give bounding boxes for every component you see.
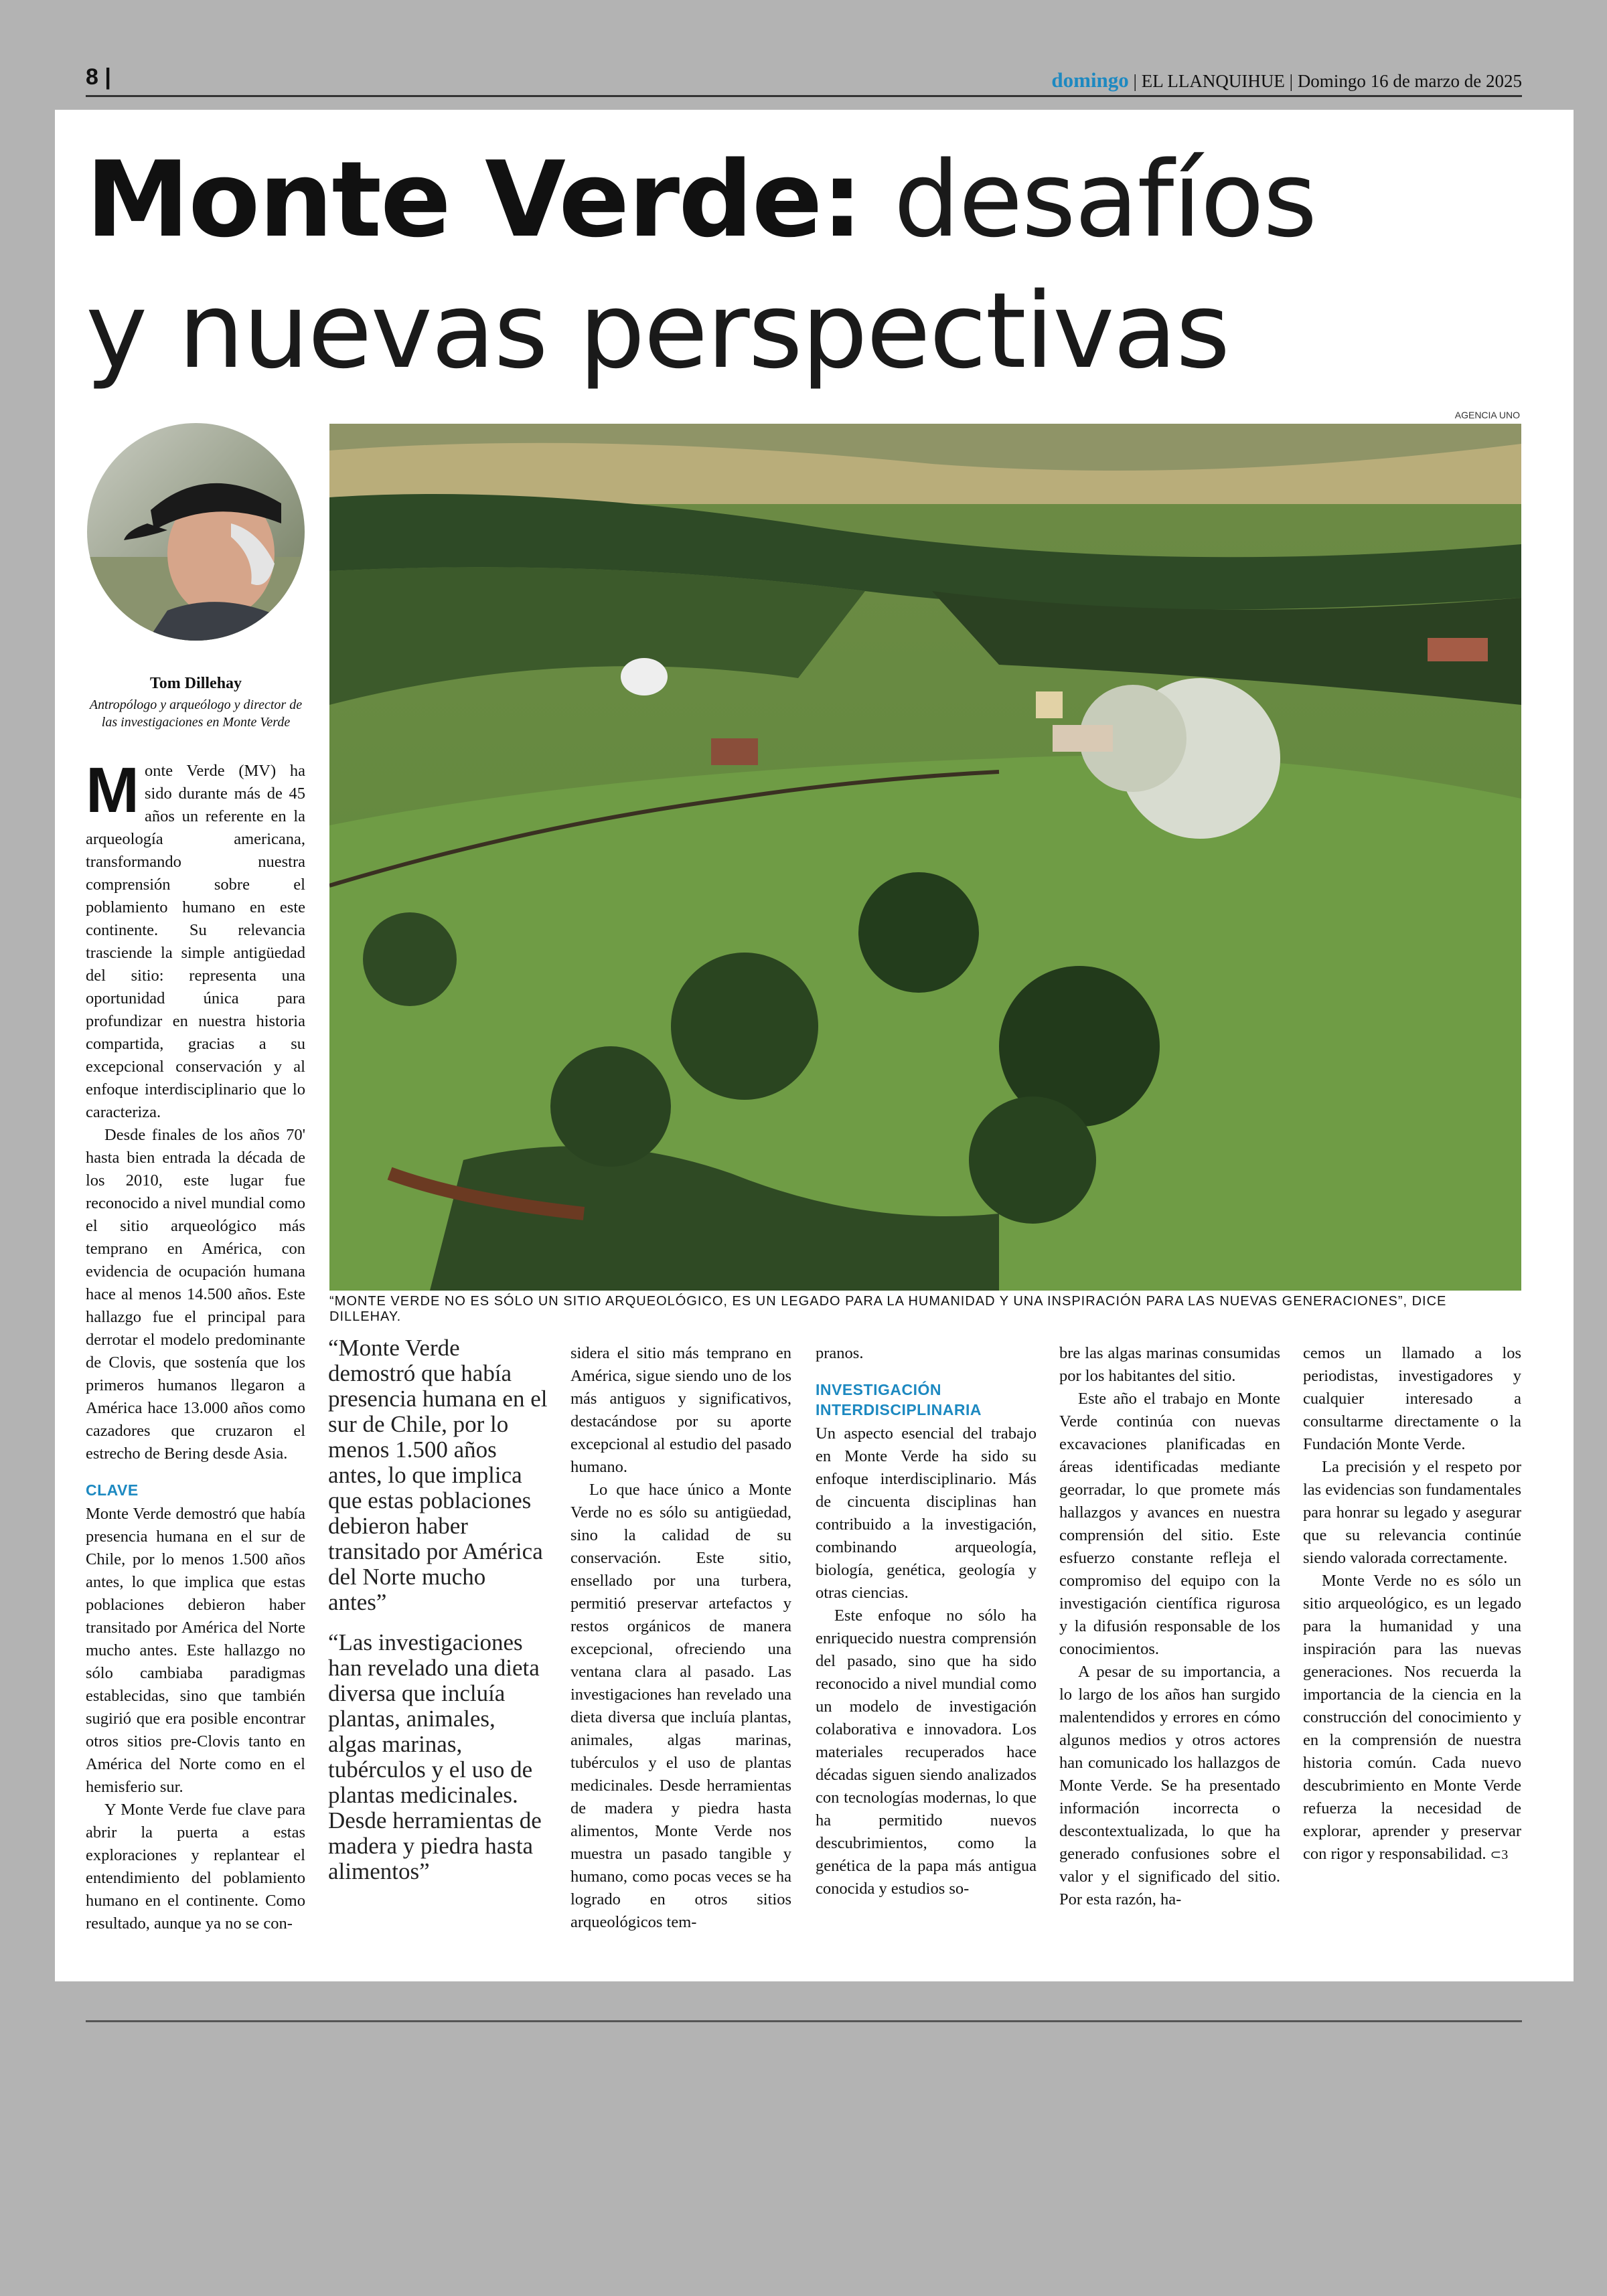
drop-cap: M [86, 754, 139, 826]
bottom-rule [86, 2020, 1522, 2022]
paragraph: Un aspecto esencial del trabajo en Monte Verde ha sido su enfoque interdisciplinario. Más de cincuenta disciplinas han contribuido a la investigación, combinando arqueología, biología, genética, geología y otras ciencias. [816, 1424, 1037, 1602]
end-mark-icon: ⊂3 [1490, 1848, 1509, 1862]
aerial-photo-monte-verde [329, 424, 1521, 1291]
headline [86, 134, 1492, 396]
paragraph: Este año el trabajo en Monte Verde continúa con nuevas excavaciones planificadas en áreas identificadas mediante georradar, lo que promete más hallazgos y avances en nuestra comprensión del sitio. Este esfuerzo constante refleja el compromiso del equipo con la investigación científica rigurosa y la difusión responsable de los conocimientos. [1059, 1390, 1280, 1658]
paragraph: Lo que hace único a Monte Verde no es sólo su antigüedad, sino la calidad de su conservación. Este sitio, ensellado por una turbera, permitió preservar artefactos y restos orgánicos de manera excepcional, ofreciendo una ventana clara al pasado. Las investigaciones han revelado una dieta diversa que incluía plantas, animales, algas marinas, tubérculos y el uso de plantas medicinales. Desde herramientas de madera y piedra hasta alimentos, Monte Verde nos muestra un pasado tangible y humano, como pocas veces se ha logrado en otros sitios arqueológicos tem- [570, 1481, 791, 1931]
article-column-3 [570, 1342, 791, 1934]
paragraph: Y Monte Verde fue clave para abrir la puerta a estas exploraciones y replantear el entendimiento del poblamiento humano en el continente. Como resultado, aunque ya no se con- [86, 1801, 305, 1933]
paragraph: pranos. [816, 1344, 864, 1362]
paragraph: Monte Verde demostró que había presencia humana en el sur de Chile, por lo menos 1.500 años antes, lo que implica que estas poblaciones debieron haber transitado por América del Norte mucho antes. Este hallazgo no sólo cambiaba paradigmas establecidas, sino que también sugirió que era posible encontrar otros sitios pre-Clovis tanto en América del Norte como en el hemisferio sur. [86, 1505, 305, 1796]
headline-line1: desafíos [893, 139, 1316, 260]
photo-caption: “MONTE VERDE NO ES SÓLO UN SITIO ARQUEOLÓGICO, ES UN LEGADO PARA LA HUMANIDAD Y UNA INSPIRACIÓN PARA LAS NUEVAS GENERACIONES”, DICE DILLEHAY. [329, 1294, 1447, 1324]
pull-quote: “Las investigaciones han revelado una dieta diversa que incluía plantas, animales, algas marinas, tubérculos y el uso de plantas medicinales. Desde herramientas de madera y piedra hasta alimentos” [328, 1629, 542, 1884]
author-name: Tom Dillehay [149, 675, 242, 692]
page-header [86, 62, 1522, 97]
paragraph: Este enfoque no sólo ha enriquecido nuestra comprensión del pasado, sino que ha sido reconocido a nivel mundial como un modelo de investigación colaborativa e innovadora. Los materiales recuperados hace décadas siguen siendo analizados con tecnologías modernas, lo que ha permitido nuevos descubrimientos, como la genética de la papa más antigua conocida y estudios so- [816, 1607, 1037, 1898]
headline-bold: Monte Verde: [86, 139, 862, 260]
article-column-6 [1303, 1342, 1521, 1866]
author-portrait [87, 423, 305, 641]
paragraph: La precisión y el respeto por las evidencias son fundamentales para honrar su legado y asegurar que su relevancia continúe siendo valorada correctamente. [1303, 1458, 1521, 1567]
author-role: Antropólogo y arqueólogo y director de las investigaciones en Monte Verde [89, 698, 303, 730]
photo-credit: AGENCIA UNO [1454, 410, 1520, 420]
article-column-1 [86, 754, 305, 1935]
issue-date: Domingo 16 de marzo de 2025 [1297, 71, 1522, 91]
pull-quote: “Monte Verde demostró que había presencia humana en el sur de Chile, por lo menos 1.500 años antes, lo que implica que estas poblaciones debieron haber transitado por América del Norte mucho antes” [328, 1335, 548, 1615]
paragraph: Monte Verde (MV) ha sido durante más de 45 años un referente en la arqueología americana, transformando nuestra comprensión sobre el poblamiento humano en este continente. Su relevancia trasciende la simple antigüedad del sitio: representa una oportunidad única para profundizar en nuestra historia compartida, gracias a su excepcional conservación y al enfoque interdisciplinario que lo caracteriza. [86, 754, 305, 1121]
paragraph: bre las algas marinas consumidas por los habitantes del sitio. [1059, 1344, 1280, 1385]
brand-name: domingo [1051, 68, 1129, 92]
paragraph: Monte Verde no es sólo un sitio arqueológico, es un legado para la humanidad y una inspiración para las nuevas generaciones. Nos recuerda la importancia de la ciencia en la construcción del conocimiento y en la comprensión de nuestra historia común. Cada nuevo descubrimiento en Monte Verde refuerza la necesidad de explorar, aprender y preservar con rigor y responsabilidad. ⊂3 [1303, 1572, 1521, 1863]
publication-name: EL LLANQUIHUE [1141, 71, 1285, 91]
subheading-investigacion: INVESTIGACIÓN INTERDISCIPLINARIA [816, 1381, 982, 1418]
page-number: 8 | [86, 64, 111, 90]
article-column-5 [1059, 1342, 1280, 1911]
paragraph: A pesar de su importancia, a lo largo de los años han surgido malentendidos y errores en cómo algunos medios y otros actores han comunicado los hallazgos de Monte Verde. Se ha presentado información incorrecta o descontextualizada, lo que ha generado confusiones sobre el valor y el significado del sitio. Por esta razón, ha- [1059, 1663, 1280, 1908]
paragraph: sidera el sitio más temprano en América, sigue siendo uno de los más antiguos y significativos, destacándose por su aporte excepcional al estudio del pasado humano. [570, 1344, 791, 1476]
masthead: domingo | EL LLANQUIHUE | Domingo 16 de marzo de 2025 [1051, 68, 1522, 92]
headline-line2: y nuevas perspectivas [86, 270, 1229, 392]
subheading-clave: CLAVE [86, 1481, 139, 1499]
paragraph: Desde finales de los años 70' hasta bien entrada la década de los 2010, este lugar fue reconocido a nivel mundial como el sitio arqueológico más temprano en América, con evidencia de ocupación humana hace al menos 14.500 años. Este hallazgo fue el principal para derrotar el modelo predominante de Clovis, que sostenía que los primeros humanos llegaron a América hace 13.000 años como cazadores que cruzaron el estrecho de Bering desde Asia. [86, 1126, 305, 1463]
article-column-4 [816, 1342, 1037, 1900]
article-column-2 [328, 1335, 549, 1899]
paragraph: cemos un llamado a los periodistas, investigadores y cualquier interesado a consultarme directamente o la Fundación Monte Verde. [1303, 1344, 1521, 1453]
